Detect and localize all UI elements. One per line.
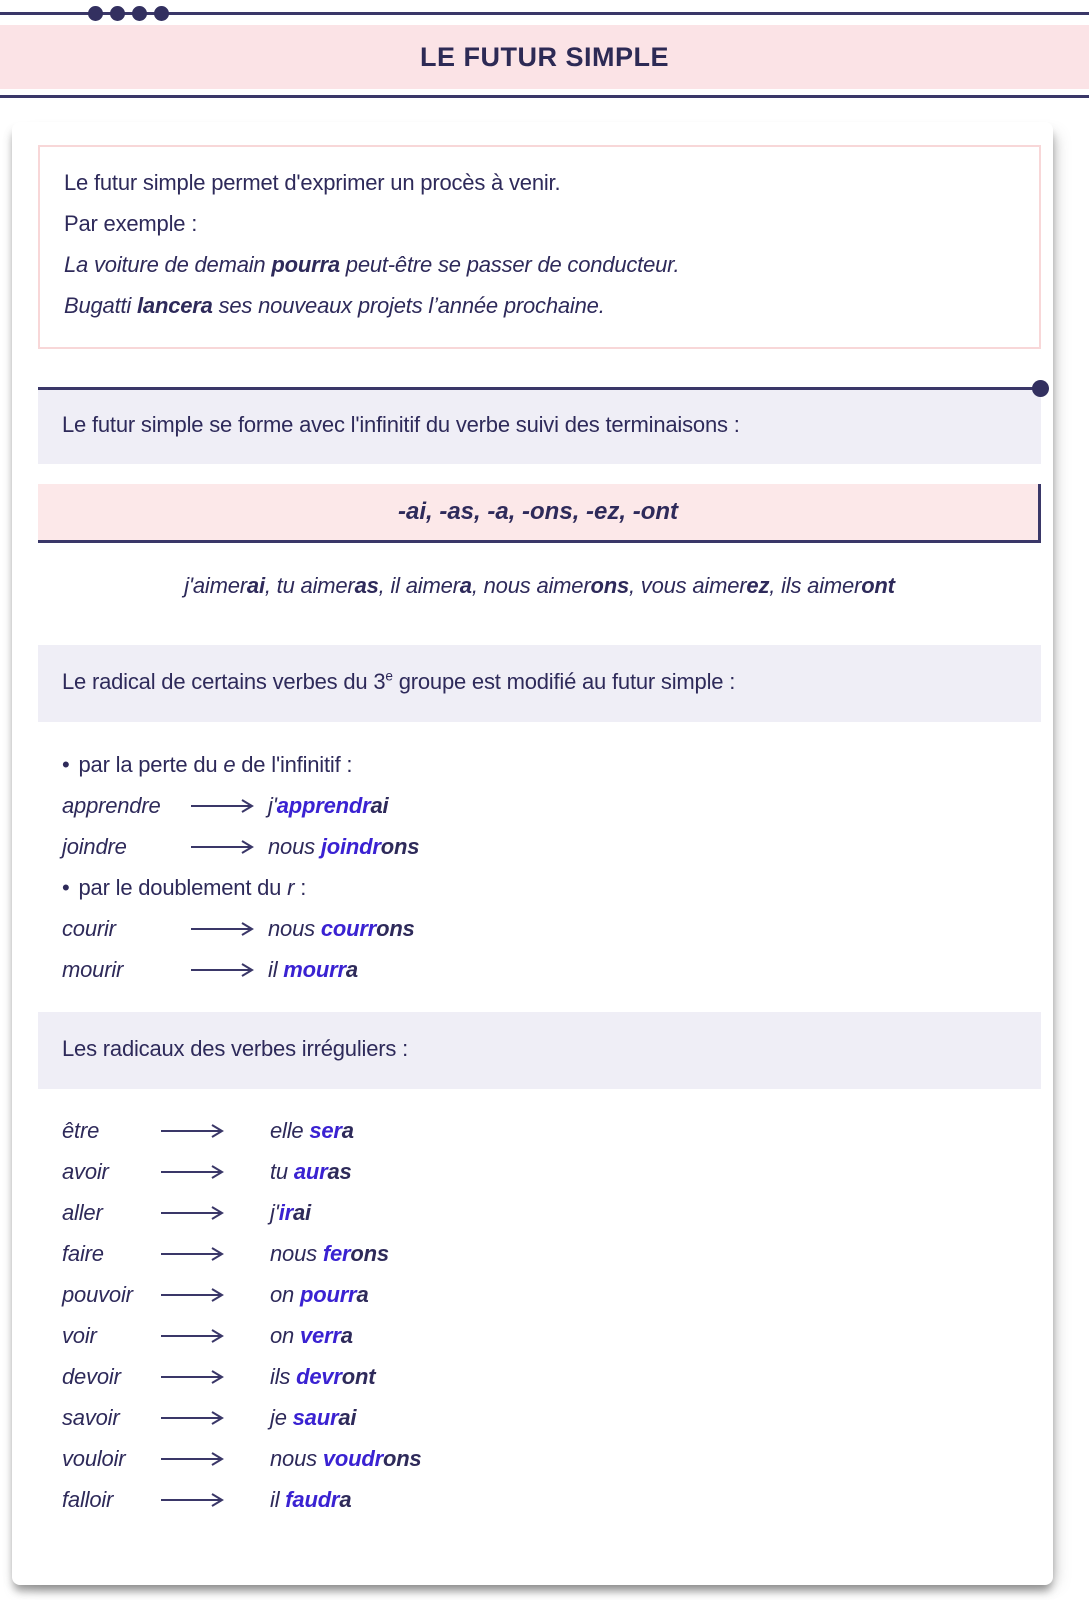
infinitive-label: être <box>62 1118 100 1143</box>
verb-row <box>62 949 1041 990</box>
line-end-dot-icon <box>1032 380 1049 397</box>
verb-row <box>62 1110 1041 1151</box>
header-divider-line <box>0 95 1089 98</box>
long-arrow-icon <box>160 1369 270 1385</box>
long-arrow-icon <box>190 921 268 937</box>
long-arrow-icon <box>160 1451 270 1467</box>
intro-line-definition: Le futur simple permet d'exprimer un procès à venir. <box>64 170 561 195</box>
long-arrow-icon <box>160 1246 270 1262</box>
long-arrow-icon <box>160 1287 270 1303</box>
conjugated-form: tu auras <box>270 1159 352 1184</box>
intro-line-example-1: La voiture de demain pourra peut-être se passer de conducteur. <box>64 252 680 277</box>
third-group-heading: Le radical de certains verbes du 3e groupe est modifié au futur simple : <box>62 668 736 694</box>
verb-row <box>62 1274 1041 1315</box>
dot-icon <box>154 6 169 21</box>
infinitive-label: joindre <box>62 834 127 859</box>
verb-row <box>62 1192 1041 1233</box>
infinitive-label: apprendre <box>62 793 161 818</box>
formation-heading-box <box>38 387 1041 464</box>
endings-box <box>38 484 1041 543</box>
long-arrow-icon <box>190 798 268 814</box>
verb-row <box>62 1151 1041 1192</box>
third-group-list <box>38 744 1041 990</box>
dot-icon <box>132 6 147 21</box>
long-arrow-icon <box>160 1164 270 1180</box>
conjugated-form: j'apprendrai <box>268 793 389 818</box>
long-arrow-icon <box>160 1328 270 1344</box>
irregular-list <box>38 1110 1041 1520</box>
verb-row <box>62 1356 1041 1397</box>
page-title: LE FUTUR SIMPLE <box>420 41 669 72</box>
infinitive-label: aller <box>62 1200 103 1225</box>
irregular-heading-box <box>38 1012 1041 1089</box>
infinitive-label: savoir <box>62 1405 120 1430</box>
conjugated-form: ils devront <box>270 1364 376 1389</box>
third-group-heading-box <box>38 645 1041 722</box>
conjugated-form: il mourra <box>268 957 358 982</box>
infinitive-label: faire <box>62 1241 104 1266</box>
verb-row <box>62 1315 1041 1356</box>
infinitive-label: courir <box>62 916 116 941</box>
dot-icon <box>110 6 125 21</box>
verb-row <box>62 1479 1041 1520</box>
infinitive-label: avoir <box>62 1159 109 1184</box>
bullet-item: • par la perte du e de l'infinitif : <box>62 752 353 777</box>
long-arrow-icon <box>160 1410 270 1426</box>
formation-heading: Le futur simple se forme avec l'infinitif du verbe suivi des terminaisons : <box>62 412 740 437</box>
intro-line-example-label: Par exemple : <box>64 211 198 236</box>
verb-row <box>62 826 1041 867</box>
endings-text: -ai, -as, -a, -ons, -ez, -ont <box>397 498 679 525</box>
verb-row <box>62 785 1041 826</box>
dot-icon <box>88 6 103 21</box>
infinitive-label: falloir <box>62 1487 114 1512</box>
long-arrow-icon <box>190 962 268 978</box>
title-band <box>0 25 1089 89</box>
decorative-dots <box>88 6 169 21</box>
bullet-icon: • <box>62 752 70 777</box>
infinitive-label: pouvoir <box>62 1282 133 1307</box>
long-arrow-icon <box>160 1205 270 1221</box>
infinitive-label: mourir <box>62 957 124 982</box>
bullet-icon: • <box>62 875 70 900</box>
verb-row <box>62 1233 1041 1274</box>
verb-row <box>62 1438 1041 1479</box>
conjugation-example: j'aimerai, tu aimeras, il aimera, nous aimerons, vous aimerez, ils aimeront <box>184 573 895 598</box>
content-card <box>12 122 1053 1585</box>
conjugated-form: il faudra <box>270 1487 352 1512</box>
infinitive-label: voir <box>62 1323 97 1348</box>
intro-box <box>38 145 1041 349</box>
verb-row <box>62 908 1041 949</box>
conjugated-form: nous ferons <box>270 1241 389 1266</box>
long-arrow-icon <box>190 839 268 855</box>
intro-line-example-2: Bugatti lancera ses nouveaux projets l’année prochaine. <box>64 293 605 318</box>
conjugated-form: j'irai <box>270 1200 311 1225</box>
conjugated-form: je saurai <box>270 1405 357 1430</box>
conjugated-form: nous courrons <box>268 916 415 941</box>
long-arrow-icon <box>160 1123 270 1139</box>
bullet-item: • par le doublement du r : <box>62 875 307 900</box>
irregular-heading: Les radicaux des verbes irréguliers : <box>62 1036 408 1061</box>
infinitive-label: vouloir <box>62 1446 126 1471</box>
conjugated-form: elle sera <box>270 1118 354 1143</box>
long-arrow-icon <box>160 1492 270 1508</box>
infinitive-label: devoir <box>62 1364 121 1389</box>
verb-row <box>62 1397 1041 1438</box>
conjugated-form: nous voudrons <box>270 1446 422 1471</box>
conjugated-form: on verra <box>270 1323 353 1348</box>
conjugated-form: nous joindrons <box>268 834 420 859</box>
conjugated-form: on pourra <box>270 1282 369 1307</box>
